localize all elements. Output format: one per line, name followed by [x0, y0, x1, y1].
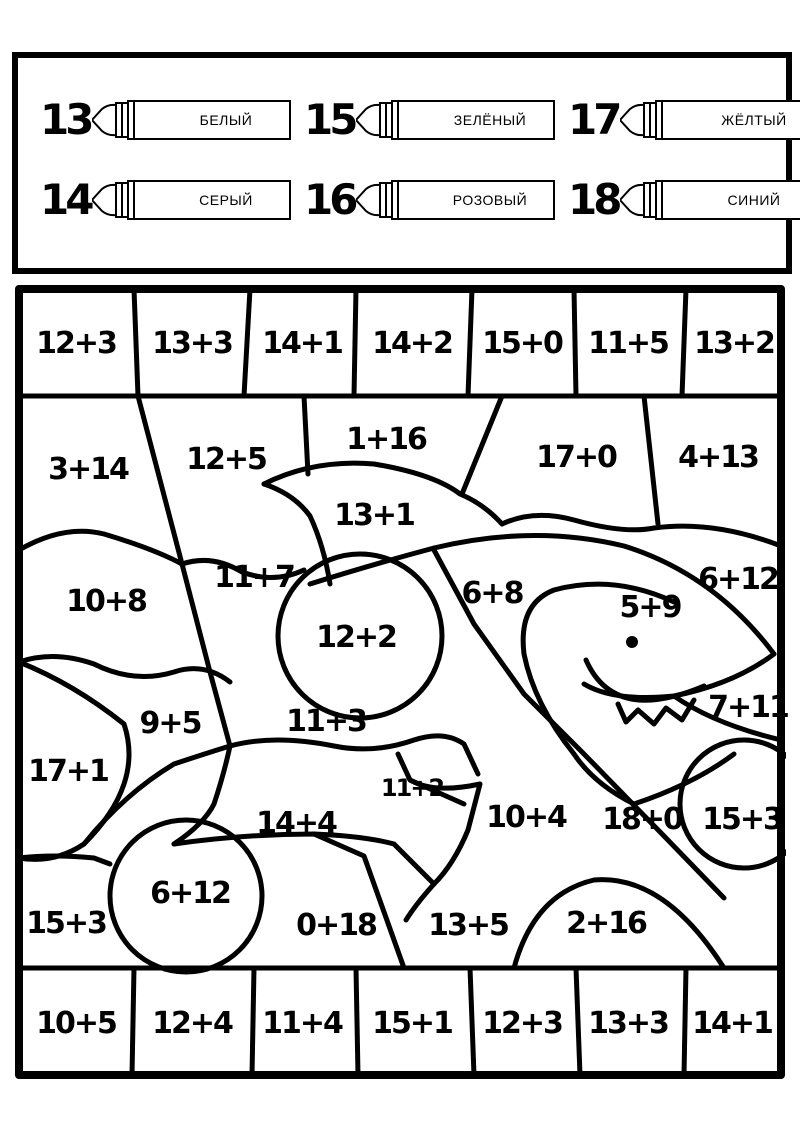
region-expression: 14+4	[256, 806, 336, 841]
region-expression: 11+2	[380, 774, 444, 802]
color-legend	[12, 52, 792, 274]
region-expression: 11+3	[286, 704, 366, 739]
legend-number: 14	[40, 175, 91, 224]
crayon-icon	[92, 180, 292, 220]
region-expression: 9+5	[139, 706, 201, 741]
cell-expression: 12+3	[482, 1006, 562, 1041]
cell-expression: 12+4	[152, 1006, 232, 1041]
cell-expression: 13+3	[152, 326, 232, 361]
legend-number: 13	[40, 95, 91, 144]
crayon-icon	[620, 100, 800, 140]
region-expression: 10+8	[66, 584, 146, 619]
cell-expression: 11+5	[588, 326, 668, 361]
region-expression: 11+7	[214, 560, 294, 595]
cell-expression: 10+5	[36, 1006, 116, 1041]
region-expression: 17+0	[536, 440, 616, 475]
region-expression: 1+16	[346, 422, 426, 457]
crayon-color-label: ЗЕЛЁНЫЙ	[453, 112, 527, 128]
region-expression: 6+12	[698, 562, 778, 597]
crayon-color-label: СЕРЫЙ	[199, 192, 253, 208]
crayon-color-label: БЕЛЫЙ	[199, 112, 253, 128]
legend-number: 18	[568, 175, 619, 224]
shark-line-art	[14, 284, 786, 1080]
cell-expression: 14+1	[692, 1006, 772, 1041]
region-expression: 15+3	[26, 906, 106, 941]
cell-expression: 15+0	[482, 326, 562, 361]
region-expression: 7+11	[708, 690, 788, 725]
region-expression: 0+18	[296, 908, 376, 943]
region-expression: 13+5	[428, 908, 508, 943]
region-expression: 5+9	[619, 590, 681, 625]
region-expression: 2+16	[566, 906, 646, 941]
region-expression: 6+8	[461, 576, 523, 611]
cell-expression: 13+3	[588, 1006, 668, 1041]
cell-expression: 11+4	[262, 1006, 342, 1041]
region-expression: 12+5	[186, 442, 266, 477]
cell-expression: 12+3	[36, 326, 116, 361]
crayon-icon	[92, 100, 292, 140]
crayon-icon	[356, 100, 556, 140]
region-expression: 13+1	[334, 498, 414, 533]
region-expression: 10+4	[486, 800, 566, 835]
crayon-icon	[620, 180, 800, 220]
legend-number: 15	[304, 95, 355, 144]
cell-expression: 14+2	[372, 326, 452, 361]
legend-number: 17	[568, 95, 619, 144]
crayon-color-label: РОЗОВЫЙ	[452, 192, 528, 208]
crayon-color-label: СИНИЙ	[727, 192, 781, 208]
region-expression: 18+0	[602, 802, 682, 837]
color-by-number-puzzle	[14, 284, 786, 1080]
crayon-icon	[356, 180, 556, 220]
region-expression: 12+2	[316, 620, 396, 655]
region-expression: 6+12	[150, 876, 230, 911]
legend-number: 16	[304, 175, 355, 224]
region-expression: 3+14	[48, 452, 128, 487]
cell-expression: 15+1	[372, 1006, 452, 1041]
cell-expression: 14+1	[262, 326, 342, 361]
region-expression: 15+3	[702, 802, 782, 837]
region-expression: 4+13	[678, 440, 758, 475]
region-expression: 17+1	[28, 754, 108, 789]
crayon-color-label: ЖЁЛТЫЙ	[721, 112, 787, 128]
cell-expression: 13+2	[694, 326, 774, 361]
